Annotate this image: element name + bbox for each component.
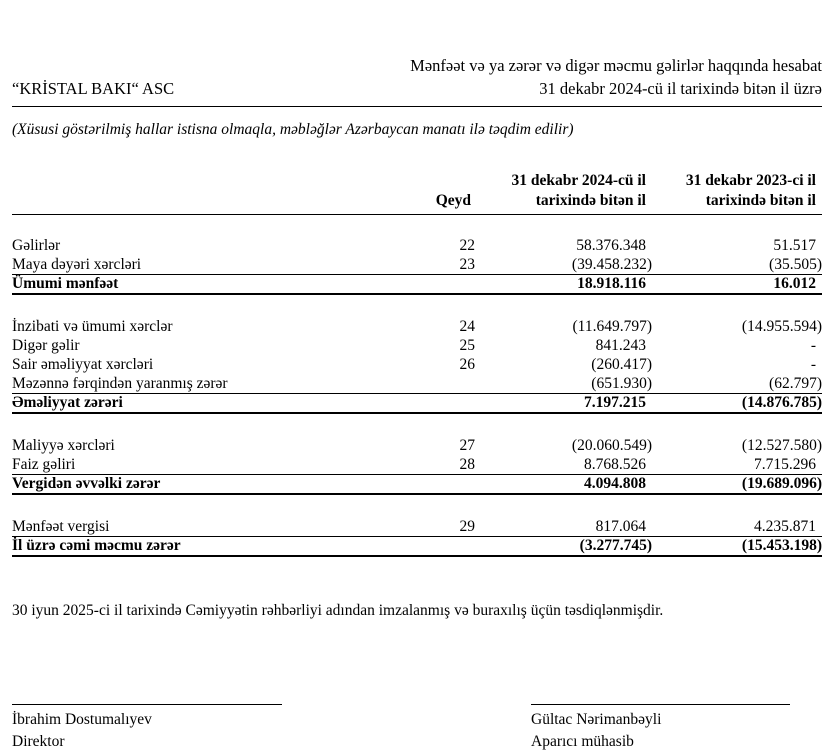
amount-2023: (12.527.580) bbox=[741, 437, 822, 454]
table-row bbox=[12, 355, 822, 374]
note-cell: 26 bbox=[459, 356, 475, 373]
amount-2024: 4.094.808 bbox=[584, 475, 646, 492]
note-cell: 23 bbox=[459, 256, 475, 273]
amount-2023: (14.955.594) bbox=[741, 318, 822, 335]
amount-2023: 16.012 bbox=[773, 275, 816, 292]
total-label: Vergidən əvvəlki zərər bbox=[12, 475, 161, 492]
row-label: Maya dəyəri xərcləri bbox=[12, 256, 142, 273]
amount-2024: (11.649.797) bbox=[572, 318, 652, 335]
amount-2024: (3.277.745) bbox=[579, 537, 652, 554]
row-label: Maliyyə xərcləri bbox=[12, 437, 115, 454]
col-header-note: Qeyd bbox=[435, 192, 471, 209]
report-title: Mənfəət və ya zərər və digər məcmu gəlirlər haqqında hesabat bbox=[410, 56, 822, 75]
note-cell bbox=[417, 538, 477, 554]
amount-2024: (39.458.232) bbox=[571, 256, 652, 273]
amount-2024: (651.930) bbox=[591, 375, 652, 392]
note-cell: 28 bbox=[459, 456, 475, 473]
table-total-row bbox=[12, 536, 822, 557]
document-header bbox=[12, 54, 822, 100]
col-header-2023: 31 dekabr 2023-ci il tarixində bitən il bbox=[685, 172, 816, 209]
company-name: “KRİSTAL BAKI“ ASC bbox=[12, 79, 175, 98]
spacer bbox=[12, 414, 822, 436]
amount-2023: 4.235.871 bbox=[754, 518, 816, 535]
row-label: Gəlirlər bbox=[12, 237, 61, 254]
note-cell: 25 bbox=[459, 337, 475, 354]
table-row bbox=[12, 317, 822, 336]
col-header-2024: 31 dekabr 2024-cü il tarixində bitən il bbox=[511, 172, 646, 209]
table-row bbox=[12, 436, 822, 455]
signature-section bbox=[12, 704, 822, 753]
note-cell: 29 bbox=[459, 518, 475, 535]
header-divider bbox=[12, 106, 822, 107]
note-cell: 27 bbox=[459, 437, 475, 454]
report-period: 31 dekabr 2024-cü il tarixində bitən il üzrə bbox=[539, 79, 822, 98]
row-label: Digər gəlir bbox=[12, 337, 80, 354]
signature-line bbox=[531, 704, 790, 705]
amount-2024: (260.417) bbox=[591, 356, 652, 373]
spacer bbox=[12, 295, 822, 317]
table-total-row bbox=[12, 393, 822, 414]
note-cell: 24 bbox=[459, 318, 475, 335]
signatory-role: Aparıcı mühasib bbox=[531, 733, 634, 750]
table-total-row bbox=[12, 474, 822, 495]
signature-block-accountant bbox=[531, 704, 790, 753]
table-row bbox=[12, 455, 822, 474]
row-label: Məzənnə fərqindən yaranmış zərər bbox=[12, 375, 228, 392]
amount-2024: (20.060.549) bbox=[571, 437, 652, 454]
signatory-name: Gültac Nərimanbəyli bbox=[531, 711, 662, 728]
amount-2023: - bbox=[810, 337, 816, 354]
amount-2023: 7.715.296 bbox=[754, 456, 816, 473]
signatory-name: İbrahim Dostumalıyev bbox=[12, 711, 152, 728]
amount-2024: 841.243 bbox=[595, 337, 646, 354]
amount-2024: 18.918.116 bbox=[577, 275, 646, 292]
spacer bbox=[12, 215, 822, 236]
currency-note: (Xüsusi göstərilmiş hallar istisna olmaqla, məbləğlər Azərbaycan manatı ilə təqdim edilir) bbox=[12, 121, 574, 138]
table-row bbox=[12, 336, 822, 355]
amount-2023: - bbox=[810, 356, 816, 373]
amount-2023: (35.505) bbox=[769, 256, 822, 273]
note-cell bbox=[417, 395, 477, 411]
amount-2024: 7.197.215 bbox=[584, 394, 646, 411]
amount-2023: (62.797) bbox=[769, 375, 822, 392]
amount-2023: (15.453.198) bbox=[741, 537, 822, 554]
note-cell bbox=[417, 476, 477, 492]
amount-2024: 817.064 bbox=[595, 518, 646, 535]
note-cell: 22 bbox=[459, 237, 475, 254]
income-statement-table bbox=[12, 171, 822, 557]
row-label: Mənfəət vergisi bbox=[12, 518, 110, 535]
row-label: Faiz gəliri bbox=[12, 456, 76, 473]
amount-2023: 51.517 bbox=[773, 237, 816, 254]
report-title-block bbox=[174, 54, 822, 100]
table-row bbox=[12, 374, 822, 393]
row-label: Sair əməliyyat xərcləri bbox=[12, 356, 154, 373]
amount-2023: (14.876.785) bbox=[741, 394, 822, 411]
total-label: Ümumi mənfəət bbox=[12, 275, 119, 292]
approval-statement: 30 iyun 2025-ci il tarixində Cəmiyyətin rəhbərliyi adından imzalanmış və buraxılış üçün təsdiqlənmişdir. bbox=[12, 602, 664, 619]
table-row bbox=[12, 517, 822, 536]
total-label: İl üzrə cəmi məcmu zərər bbox=[12, 537, 181, 554]
amount-2024: 8.768.526 bbox=[584, 456, 646, 473]
signatory-role: Direktor bbox=[12, 733, 65, 750]
amount-2024: 58.376.348 bbox=[576, 237, 646, 254]
note-cell bbox=[417, 276, 477, 292]
table-header-row bbox=[12, 171, 822, 211]
spacer bbox=[12, 495, 822, 517]
table-total-row bbox=[12, 274, 822, 295]
note-cell bbox=[417, 374, 477, 393]
table-row bbox=[12, 236, 822, 255]
signature-block-director bbox=[12, 704, 282, 753]
amount-2023: (19.689.096) bbox=[741, 475, 822, 492]
total-label: Əməliyyat zərəri bbox=[12, 394, 123, 411]
signature-line bbox=[12, 704, 282, 705]
row-label: İnzibati və ümumi xərclər bbox=[12, 318, 173, 335]
table-row bbox=[12, 255, 822, 274]
